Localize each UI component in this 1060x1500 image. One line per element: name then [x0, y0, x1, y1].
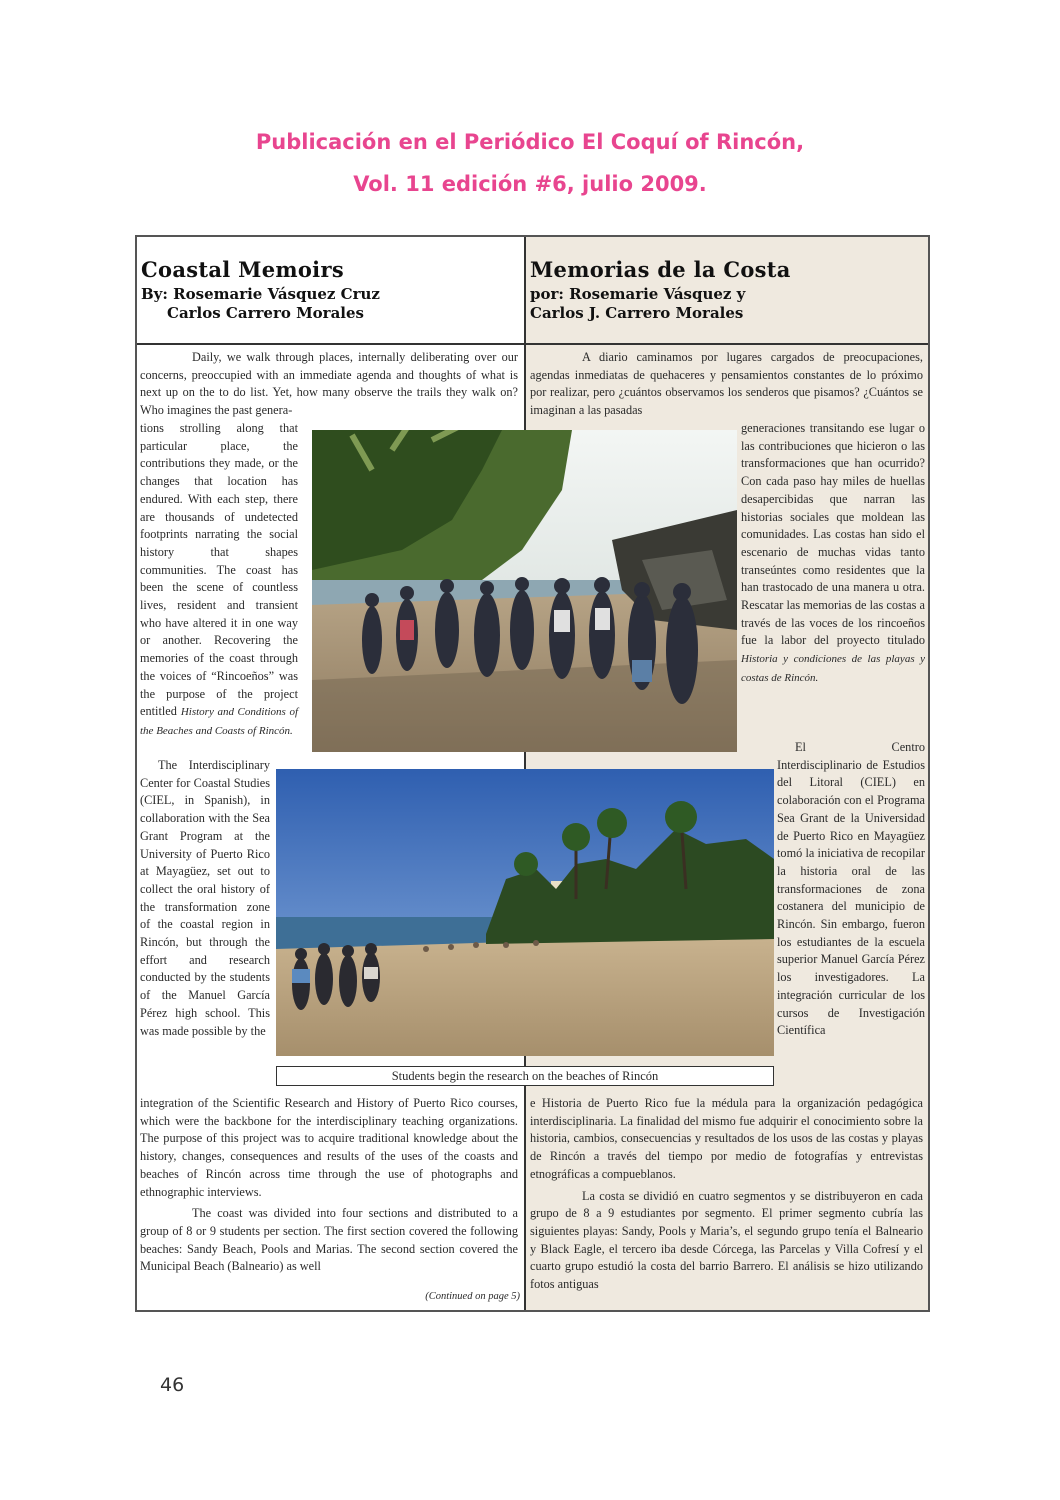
english-p1-lead-text: Daily, we walk through places, internally deliberating over our concerns, preoccupied with an immediate agenda and thoughts of what is next up on the to do list. Yet, how many observe the trails they walk on? Who imagines the past genera-: [140, 350, 518, 418]
photo-caption: Students begin the research on the beaches of Rincón: [276, 1066, 774, 1086]
spanish-paragraph-1-lead: [530, 349, 923, 420]
spanish-title: Memorias de la Costa: [530, 257, 791, 282]
page-number: 46: [160, 1374, 185, 1396]
photo-2-image: [276, 769, 774, 1056]
spanish-p3-text: La costa se dividió en cuatro segmentos y se distribuyeron en cada grupo de 8 a 9 estudiantes por segmento. El primer segmento cubría las siguientes playas: Sandy, Pools y Maria’s, el segundo grupo tenía el Balneario y Black Eagle, el tercero iba desde Córcega, las Parcelas y Villa Cofresí y el cuarto grupo estudió la costa del barrio Barrero. El análisis se hizo utilizando fotos antiguas: [530, 1188, 923, 1292]
spanish-p1-side-text: generaciones transitando ese lugar o las contribuciones que hicieron o las transformaciones que han ocurrido? Con cada paso hay miles de huellas desapercibidas que narran las historias sociales que moldean las comunidades. Las costas han sido el escenario de muchas vidas tanto transeúntes como residentes que la han trastocado de una manera u otra. Rescatar las memorias de las costas a través de las voces de los rincoeños fue la labor del proyecto titulado: [741, 421, 925, 648]
spanish-p2-side-text: El Centro Interdisciplinario de Estudios del Litoral (CIEL) en colaboración con el Programa Sea Grant de la Universidad de Puerto Rico en Mayagüez tomó la iniciativa de recopilar la historia oral de las transformaciones de zona costanera del municipio de Rincón. Sin embargo, fueron los estudiantes de la escuela superior Manuel García Pérez los investigadores. La integración curricular de los cursos de Investigación Científica: [777, 740, 925, 1038]
spanish-project-title: Historia y condiciones de las playas y costas de Rincón.: [741, 653, 925, 684]
english-p2-side-text: The Interdisciplinary Center for Coastal Studies (CIEL, in Spanish), in collaboration with the Sea Grant Program at the University of Puerto Rico at Mayagüez, set out to collect the oral history of the transformation zone of the coastal region in Rincón, but through the effort and research conducted by the students of the Manuel García Pérez high school. This was made possible by the: [140, 758, 270, 1038]
publication-line-1: Publicación en el Periódico El Coquí of Rincón,: [255, 130, 805, 154]
english-p3-text: The coast was divided into four sections and distributed to a group of 8 or 9 students per section. The first section covered the following beaches: Sandy Beach, Pools and Marias. The second section covered the Municipal Beach (Balneario) as well: [140, 1206, 518, 1274]
english-p2-full-text: integration of the Scientific Research and History of Puerto Rico courses, which were the backbone for the interdisciplinary teaching organizations. The purpose of this project was to acquire traditional knowledge about the history, changes, consequences and results of the uses of the coasts and beaches of Rincón across time through the use of photographs and ethnographic interviews.: [140, 1096, 518, 1199]
spanish-paragraph-2-side: [777, 739, 925, 1040]
publication-line-2: Vol. 11 edición #6, julio 2009.: [353, 172, 707, 196]
spanish-byline-2: Carlos J. Carrero Morales: [530, 304, 744, 322]
english-paragraph-1-side: [140, 420, 298, 741]
english-title: Coastal Memoirs: [141, 257, 344, 282]
english-paragraph-1-lead: [140, 349, 518, 420]
english-byline-2: Carlos Carrero Morales: [167, 304, 364, 322]
article-frame: [135, 235, 930, 1312]
spanish-byline-1: por: Rosemarie Vásquez y: [530, 285, 746, 303]
spanish-paragraph-2-full: [530, 1095, 923, 1294]
header-rule: [137, 343, 928, 345]
english-p1-side-text: tions strolling along that particular place, the contributions they made, or the changes that location has endured. With each step, there are thousands of undetected footprints narrating the social history that shapes communities. The coast has been the scene of countless lives, resident and transient who have altered it in one way or another. Recovering the memories of the coast through the voices of “Rincoeños” was the purpose of the project entitled: [140, 421, 298, 719]
english-paragraph-2-full: [140, 1095, 518, 1276]
photo-students-rocky-beach: [312, 430, 737, 752]
spanish-p2-full-text: e Historia de Puerto Rico fue la médula para la organización pedagógica interdisciplinaria. La finalidad del mismo fue adquirir el conocimiento sobre la historia, cambios, consecuencias y resultados de los usos de las costas y playas de Rincón a través del tiempo por medio de fotografías y entrevistas etnográficas a compueblanos.: [530, 1096, 923, 1181]
english-byline-1: By: Rosemarie Vásquez Cruz: [141, 285, 380, 303]
photo-beach-with-palms: [276, 769, 774, 1056]
spanish-paragraph-1-side: [741, 420, 925, 688]
english-paragraph-2-side: [140, 757, 270, 1040]
spanish-p1-lead-text: A diario caminamos por lugares cargados de preocupaciones, agendas inmediatas de quehaceres y pensamientos constantes de lo próximo por realizar, pero ¿cuántos observamos los senderos que pisamos? ¿Cuántos se imaginan a las pasadas: [530, 350, 923, 418]
english-project-title: History and Conditions of the Beaches and Coasts of Rincón.: [140, 706, 298, 737]
continued-note: (Continued on page 5): [425, 1291, 520, 1302]
photo-1-image: [312, 430, 737, 752]
